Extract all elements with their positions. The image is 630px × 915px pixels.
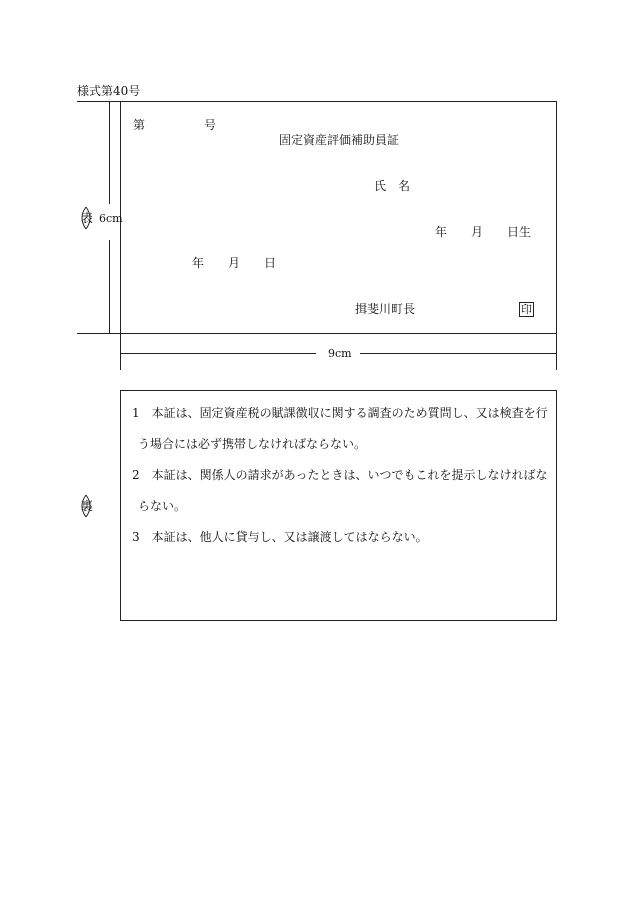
width-dimension-label: 9cm	[328, 347, 352, 360]
birth-month-label: 月	[471, 225, 484, 239]
front-top-border	[77, 101, 556, 102]
form-number: 様式第40号	[77, 84, 141, 98]
front-right-border	[556, 101, 557, 370]
note-2-line-1: 2 本証は、関係人の請求があったときは、いつでもこれを提示しなければな	[132, 468, 548, 482]
back-side-bracket-close-icon	[84, 494, 96, 518]
name-label: 氏 名	[374, 179, 411, 193]
serial-suffix: 号	[204, 118, 217, 132]
note-2-line-2: らない。	[138, 499, 187, 513]
issue-day-label: 日	[264, 256, 277, 270]
note-3-line-1: 3 本証は、他人に貸与し、又は譲渡してはならない。	[132, 530, 428, 544]
width-dimension-line-left	[120, 353, 316, 354]
issue-year-label: 年	[192, 256, 205, 270]
seal-mark: 印	[521, 303, 532, 316]
front-left-border	[120, 101, 121, 370]
width-dimension-line-right	[360, 353, 556, 354]
height-dimension-line-bottom	[109, 240, 110, 333]
card-title: 固定資産評価補助員証	[279, 133, 400, 147]
note-1-line-2: う場合には必ず携帯しなければならない。	[138, 437, 367, 451]
front-bottom-border	[77, 333, 556, 334]
birth-day-label: 日生	[507, 225, 532, 239]
front-side-bracket-close-icon	[84, 206, 96, 230]
height-dimension-label: 6cm	[99, 212, 123, 225]
issue-month-label: 月	[228, 256, 241, 270]
front-side-label: 表	[81, 211, 94, 225]
birth-year-label: 年	[435, 225, 448, 239]
back-side-label: 裏	[81, 499, 94, 513]
note-1-line-1: 1 本証は、固定資産税の賦課徴収に関する調査のため質問し、又は検査を行	[132, 406, 548, 420]
height-dimension-line-top	[109, 101, 110, 204]
issuer-name: 揖斐川町長	[355, 302, 416, 316]
serial-prefix: 第	[133, 118, 146, 132]
